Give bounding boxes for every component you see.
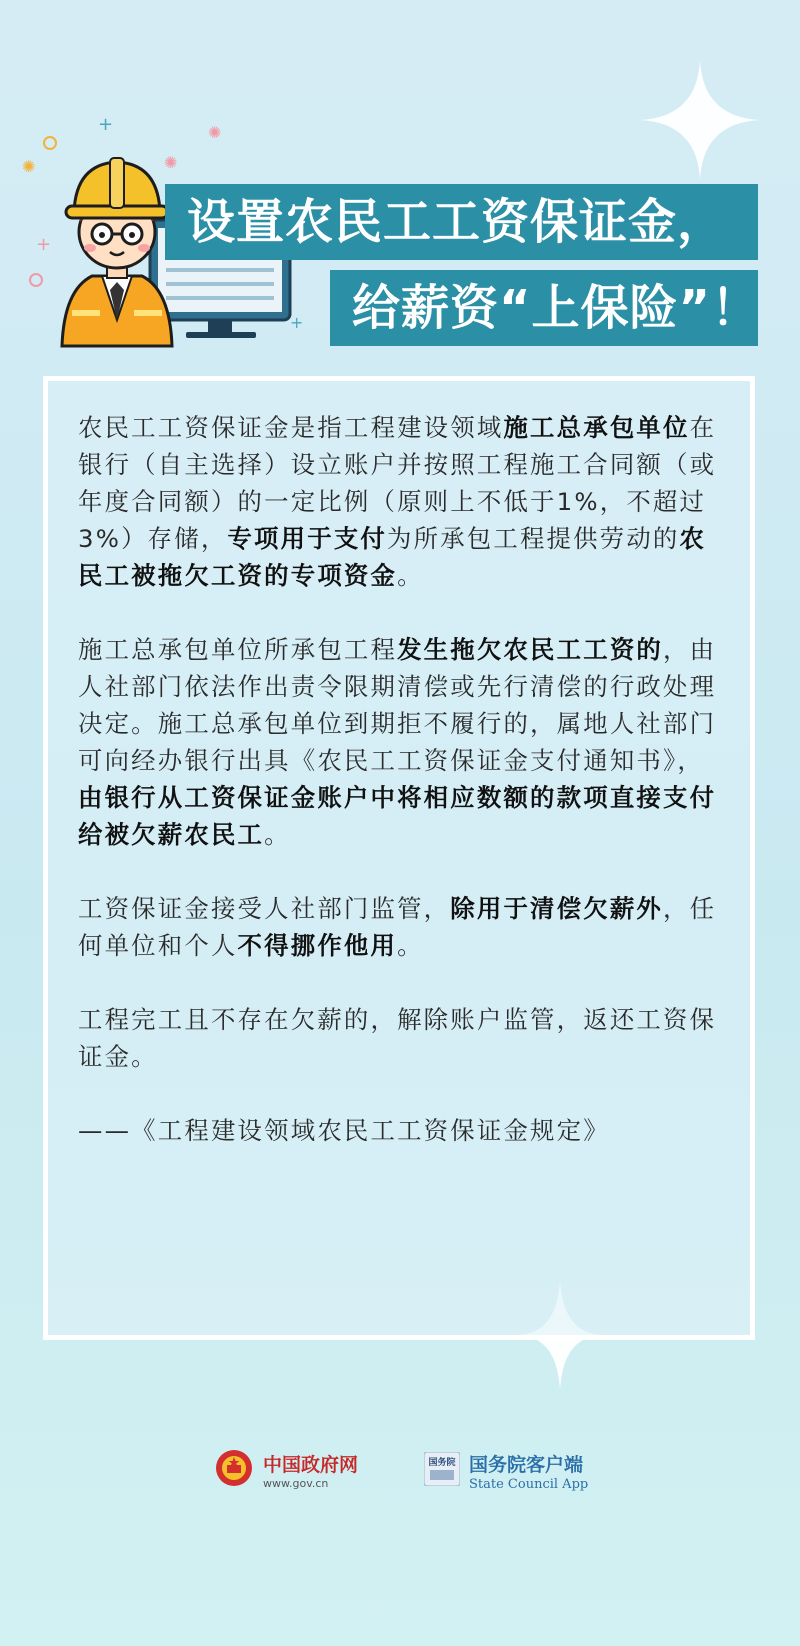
svg-text:+: + [290,313,304,332]
app-name: 国务院客户端 [469,1454,584,1476]
text-run: 。 [264,820,291,849]
paragraph [78,1001,728,1075]
bold-run: 不得挪作他用 [237,931,398,960]
text-run: 农民工工资保证金是指工程建设领域 [78,413,504,442]
sparkle-icon [640,60,760,180]
svg-text:✺: ✺ [164,153,178,172]
title-line-2: 给薪资“上保险”！ [330,270,758,346]
bold-run: 农民工被拖欠工资的专项资金 [78,524,707,590]
text-run: 工程完工且不存在欠薪的，解除账户监管，返还工资保证金。 [78,1005,717,1071]
paragraph [78,409,728,594]
text-run: 在银行（自主选择）设立账户并按照工程施工合同额（或年度合同额）的一定比例（原则上不低于1%，不超过3%）存储， [78,413,717,553]
text-run: ，任何单位和个人 [78,894,717,960]
source-citation: ——《工程建设领域农民工工资保证金规定》 [78,1116,610,1145]
svg-text:+: + [98,114,114,135]
content-card [43,376,755,1340]
bold-run: 除用于清偿欠薪外 [450,894,664,923]
worker-illustration [52,150,182,350]
paragraph [78,890,728,964]
text-run: 施工总承包单位所承包工程 [78,635,398,664]
bold-run: 专项用于支付 [227,524,388,553]
text-run: 。 [397,931,424,960]
content-body [78,409,728,1149]
state-council-app-icon [424,1452,460,1486]
text-run: 。 [397,561,424,590]
national-emblem-icon [214,1448,254,1488]
text-run: 工资保证金接受人社部门监管， [78,894,451,923]
bold-run: 由银行从工资保证金账户中将相应数额的款项直接支付给被欠薪农民工 [78,783,717,849]
footer [0,1448,800,1508]
app-subtitle: State Council App [469,1477,589,1492]
paragraph [78,631,728,853]
title-line-1: 设置农民工工资保证金， [165,184,758,260]
svg-text:✺: ✺ [208,123,222,142]
text-run: ，由人社部门依法作出责令限期清偿或先行清偿的行政处理决定。施工总承包单位到期拒不履行的，属地人社部门可向经办银行出具《农民工工资保证金支付通知书》， [78,635,717,775]
bold-run: 施工总承包单位 [503,413,690,442]
svg-text:+: + [36,234,52,255]
bold-run: 发生拖欠农民工工资的 [397,635,664,664]
gov-site-name: 中国政府网 [263,1454,359,1476]
gov-site-url: www.gov.cn [263,1477,329,1490]
svg-text:✺: ✺ [22,157,36,176]
app-badge-text: 国务院 [428,1458,456,1468]
text-run: 为所承包工程提供劳动的 [387,524,680,553]
